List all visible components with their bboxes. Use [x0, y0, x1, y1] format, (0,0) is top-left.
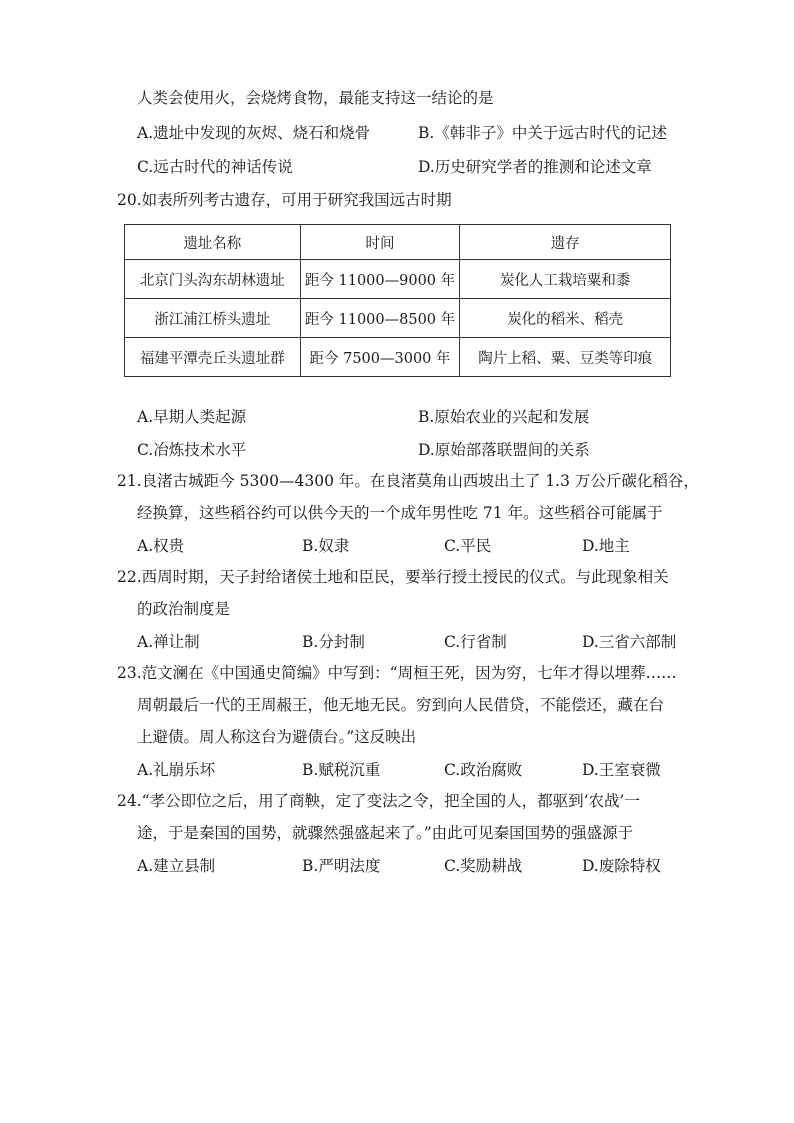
q19-stem-tail: 人类会使用火，会烧烤食物，最能支持这一结论的是 [137, 89, 494, 107]
q20-stem: 20.如表所列考古遗存，可用于研究我国远古时期 [117, 191, 452, 209]
q22-option-c: C.行省制 [444, 633, 507, 651]
q22-line-1: 22.西周时期，天子封给诸侯土地和臣民，要举行授土授民的仪式。与此现象相关 [117, 568, 669, 586]
q20-option-c: C.冶炼技术水平 [137, 441, 247, 459]
table-row [125, 299, 671, 338]
table-header-cell: 遗存 [460, 225, 671, 260]
table-cell: 炭化的稻米、稻壳 [460, 299, 671, 338]
q21-option-b: B.奴隶 [302, 537, 350, 555]
q23-line-2: 周朝最后一代的王周赧王，他无地无民。穷到向人民借贷，不能偿还，藏在台 [137, 696, 665, 714]
q21-line-2: 经换算，这些稻谷约可以供今天的一个成年男性吃 71 年。这些稻谷可能属于 [137, 504, 663, 522]
q21-option-d: D.地主 [582, 537, 630, 555]
q24-option-a: A.建立县制 [137, 857, 216, 875]
table-row [125, 338, 671, 377]
q23-line-3: 上避债。周人称这台为避债台。”这反映出 [137, 728, 417, 746]
q23-option-a: A.礼崩乐坏 [137, 761, 216, 779]
q21-option-a: A.权贵 [137, 537, 185, 555]
q23-option-b: B.赋税沉重 [302, 761, 381, 779]
table-header-row [125, 225, 671, 260]
q22-option-a: A.禅让制 [137, 633, 200, 651]
table-cell: 距今 11000—9000 年 [300, 260, 460, 299]
q23-line-1: 23.范文澜在《中国通史简编》中写到：“周桓王死，因为穷，七年才得以埋葬…… [117, 664, 677, 682]
table-header-cell: 遗址名称 [125, 225, 301, 260]
q24-option-d: D.废除特权 [582, 857, 661, 875]
q19-option-a: A.遗址中发现的灰烬、烧石和烧骨 [137, 124, 371, 142]
table-cell: 炭化人工栽培粟和黍 [460, 260, 671, 299]
table-row [125, 260, 671, 299]
q19-option-d: D.历史研究学者的推测和论述文章 [418, 158, 652, 176]
q23-option-d: D.王室衰微 [582, 761, 661, 779]
table-header-cell: 时间 [300, 225, 460, 260]
q24-line-2: 途，于是秦国的国势，就骤然强盛起来了。”由此可见秦国国势的强盛源于 [137, 824, 634, 842]
table-cell: 北京门头沟东胡林遗址 [125, 260, 301, 299]
relics-table [124, 224, 671, 377]
table-cell: 陶片上稻、粟、豆类等印痕 [460, 338, 671, 377]
q22-option-b: B.分封制 [302, 633, 365, 651]
q21-option-c: C.平民 [444, 537, 492, 555]
table-cell: 福建平潭壳丘头遗址群 [125, 338, 301, 377]
table-cell: 距今 7500—3000 年 [300, 338, 460, 377]
q20-option-d: D.原始部落联盟间的关系 [418, 441, 590, 459]
q20-option-b: B.原始农业的兴起和发展 [418, 408, 590, 426]
q24-option-b: B.严明法度 [302, 857, 381, 875]
q24-option-c: C.奖励耕战 [444, 857, 523, 875]
q19-option-c: C.远古时代的神话传说 [137, 158, 293, 176]
table-cell: 浙江浦江桥头遗址 [125, 299, 301, 338]
q20-option-a: A.早期人类起源 [137, 408, 247, 426]
q22-line-2: 的政治制度是 [137, 600, 231, 618]
q21-line-1: 21.良渚古城距今 5300—4300 年。在良渚莫角山西坡出土了 1.3 万公斤碳化稻谷， [117, 472, 699, 490]
q23-option-c: C.政治腐败 [444, 761, 523, 779]
table-cell: 距今 11000—8500 年 [300, 299, 460, 338]
q19-option-b: B.《韩非子》中关于远古时代的记述 [418, 124, 667, 142]
q22-option-d: D.三省六部制 [582, 633, 677, 651]
q24-line-1: 24.“孝公即位之后，用了商鞅，定了变法之令，把全国的人，都驱到‘农战’一 [117, 792, 640, 810]
